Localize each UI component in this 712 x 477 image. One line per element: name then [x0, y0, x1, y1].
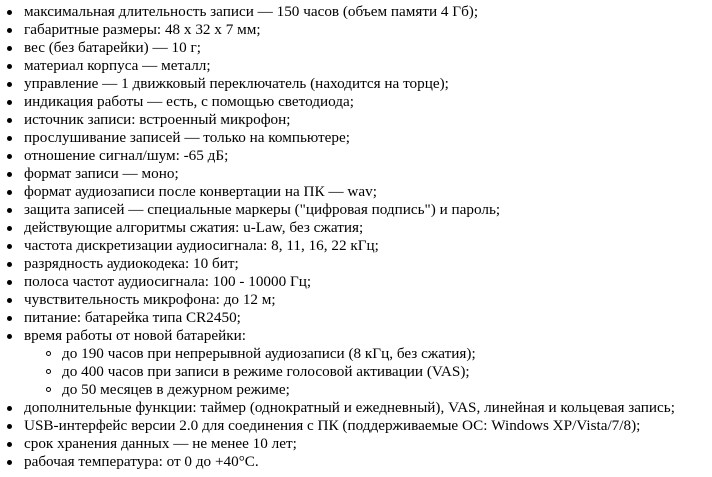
bullet-icon [7, 172, 12, 177]
spec-text: прослушивание записей — только на компьютере; [24, 129, 350, 146]
spec-item-indication [0, 93, 675, 111]
spec-item-controls [0, 75, 675, 93]
spec-text: полоса частот аудиосигнала: 100 - 10000 Гц; [24, 273, 312, 290]
bullet-icon [7, 334, 12, 339]
spec-item-usb [0, 417, 675, 435]
spec-item-frequency-range [0, 273, 675, 291]
spec-text: габаритные размеры: 48 х 32 х 7 мм; [24, 21, 261, 38]
circle-bullet-icon [46, 369, 51, 374]
spec-item-extra-functions [0, 399, 675, 417]
battery-life-continuous [24, 345, 675, 363]
spec-item-power [0, 309, 675, 327]
spec-item-mic-sensitivity [0, 291, 675, 309]
spec-text: USB-интерфейс версии 2.0 для соединения с ПК (поддерживаемые ОС: Windows XP/Vista/7/8); [24, 417, 641, 434]
spec-list [0, 3, 675, 471]
spec-text: формат аудиозаписи после конвертации на ПК — wav; [24, 183, 377, 200]
battery-life-vas [24, 363, 675, 381]
bullet-icon [7, 190, 12, 195]
sub-text: до 190 часов при непрерывной аудиозаписи (8 кГц, без сжатия); [62, 345, 476, 362]
spec-text: разрядность аудиокодека: 10 бит; [24, 255, 239, 272]
spec-item-sample-rate [0, 237, 675, 255]
bullet-icon [7, 280, 12, 285]
bullet-icon [7, 406, 12, 411]
spec-item-battery-life [0, 327, 675, 399]
bullet-icon [7, 262, 12, 267]
bullet-icon [7, 136, 12, 141]
spec-text: защита записей — специальные маркеры ("цифровая подпись") и пароль; [24, 201, 501, 218]
spec-item-body-material [0, 57, 675, 75]
spec-text: частота дискретизации аудиосигнала: 8, 11, 16, 22 кГц; [24, 237, 379, 254]
bullet-icon [7, 244, 12, 249]
spec-item-data-retention [0, 435, 675, 453]
spec-text: материал корпуса — металл; [24, 57, 211, 74]
spec-item-recording-format [0, 165, 675, 183]
bullet-icon [7, 442, 12, 447]
bullet-icon [7, 46, 12, 51]
battery-life-standby [24, 381, 675, 399]
spec-item-bit-depth [0, 255, 675, 273]
spec-text: срок хранения данных — не менее 10 лет; [24, 435, 297, 452]
bullet-icon [7, 118, 12, 123]
bullet-icon [7, 28, 12, 33]
spec-item-max-recording [0, 3, 675, 21]
sub-text: до 50 месяцев в дежурном режиме; [62, 381, 290, 398]
circle-bullet-icon [46, 351, 51, 356]
bullet-icon [7, 316, 12, 321]
bullet-icon [7, 298, 12, 303]
spec-item-protection [0, 201, 675, 219]
spec-item-playback [0, 129, 675, 147]
spec-text: формат записи — моно; [24, 165, 179, 182]
spec-item-weight [0, 39, 675, 57]
spec-text: чувствительность микрофона: до 12 м; [24, 291, 276, 308]
spec-text: вес (без батарейки) — 10 г; [24, 39, 201, 56]
bullet-icon [7, 10, 12, 15]
spec-text: индикация работы — есть, с помощью светодиода; [24, 93, 354, 110]
spec-item-dimensions [0, 21, 675, 39]
spec-item-recording-source [0, 111, 675, 129]
spec-item-operating-temp [0, 453, 675, 471]
spec-text: источник записи: встроенный микрофон; [24, 111, 291, 128]
spec-item-compression [0, 219, 675, 237]
sub-text: до 400 часов при записи в режиме голосовой активации (VAS); [62, 363, 470, 380]
spec-text: дополнительные функции: таймер (однократный и ежедневный), VAS, линейная и кольцевая запись; [24, 399, 675, 416]
bullet-icon [7, 100, 12, 105]
spec-item-snr [0, 147, 675, 165]
spec-item-audio-format [0, 183, 675, 201]
spec-text: управление — 1 движковый переключатель (находится на торце); [24, 75, 449, 92]
bullet-icon [7, 64, 12, 69]
spec-text: максимальная длительность записи — 150 часов (объем памяти 4 Гб); [24, 3, 479, 20]
circle-bullet-icon [46, 387, 51, 392]
spec-text: рабочая температура: от 0 до +40°С. [24, 453, 259, 470]
spec-text: питание: батарейка типа CR2450; [24, 309, 241, 326]
bullet-icon [7, 208, 12, 213]
bullet-icon [7, 226, 12, 231]
battery-life-list [24, 345, 675, 399]
spec-text: отношение сигнал/шум: -65 дБ; [24, 147, 229, 164]
spec-text: действующие алгоритмы сжатия: u-Law, без сжатия; [24, 219, 364, 236]
bullet-icon [7, 82, 12, 87]
bullet-icon [7, 154, 12, 159]
bullet-icon [7, 424, 12, 429]
bullet-icon [7, 460, 12, 465]
spec-text: время работы от новой батарейки: [24, 327, 246, 344]
